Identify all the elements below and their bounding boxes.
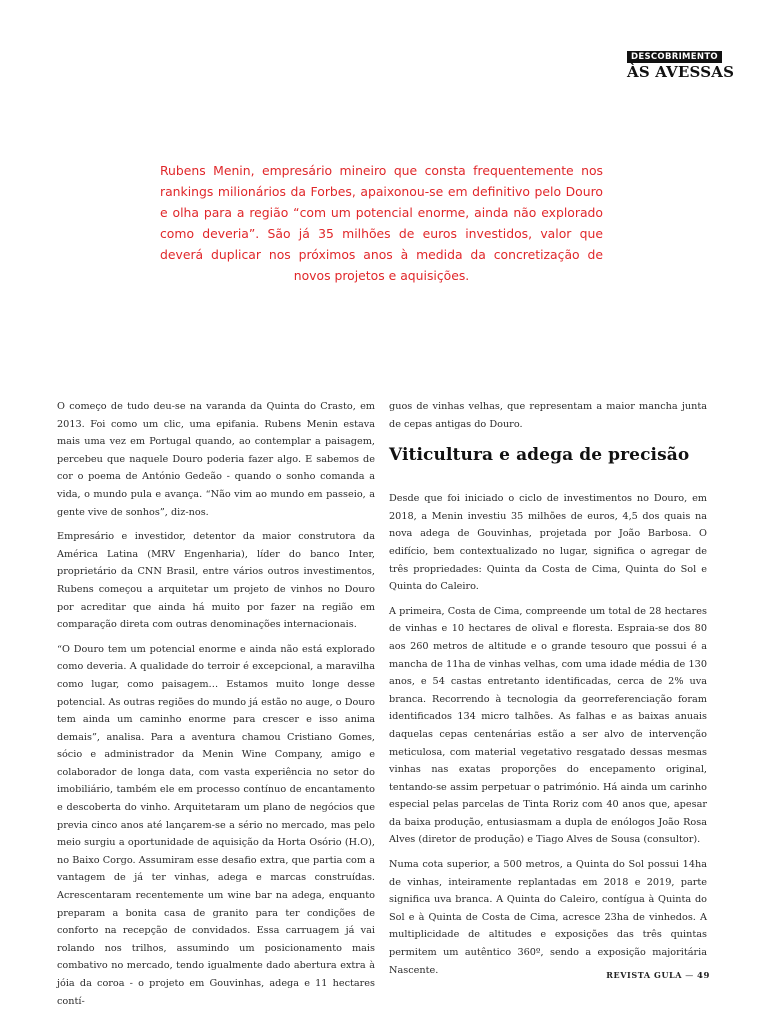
lead-paragraph: Rubens Menin, empresário mineiro que consta frequentemente nos rankings milionários da Forbes, apaixonou-se em definitivo pelo Douro e olha para a região “com um potencial enorme, ainda não explorado como deveria”. São já 35 milhões de euros investidos, valor que deverá duplicar nos próximos anos à medida da concretização de novos projetos e aquisições. — [160, 163, 603, 283]
section-title: ÀS AVESSAS — [627, 63, 735, 81]
body-paragraph: Desde que foi iniciado o ciclo de investimentos no Douro, em 2018, a Menin investiu 35 milhões de euros, 4,5 dos quais na nova adega de Gouvinhas, projetada por João Barbosa. O edifício, bem contextualizado no lugar, significa o agregar de três propriedades: Quinta da Costa de Cima, Quinta do Sol e Quinta do Caleiro. — [389, 493, 707, 593]
section-heading: Viticultura e adega de precisão — [389, 445, 690, 466]
page-footer — [585, 970, 710, 981]
body-paragraph: A primeira, Costa de Cima, compreende um total de 28 hectares de vinhas e 10 hectares de olival e floresta. Espraia-se dos 80 aos 260 metros de altitude e o grande tesouro que possui é a mancha de 11ha de vinhas velhas, com uma idade média de 130 anos, e 54 castas entretanto identificadas, cerca de 2% uva branca. Recorrendo à tecnologia da georreferenciação foram identificados 134 micro talhões. As falhas e as baixas anuais daquelas cepas centenárias estão a ser alvo de intervenção meticulosa, com material vegetativo resgatado dessas mesmas vinhas nas exatas proporções do encepamento original, tentando-se assim perpetuar o património. Há ainda um carinho especial pelas parcelas de Tinta Roriz com 40 anos que, apesar da baixa produção, entusiasmam a dupla de enólogos João Rosa Alves (diretor de produção) e Tiago Alves de Sousa (consultor). — [389, 605, 707, 846]
right-column — [389, 398, 707, 986]
publication-name: REVISTA GULA — [606, 970, 683, 980]
section-kicker: DESCOBRIMENTO — [627, 51, 722, 63]
body-paragraph: “O Douro tem um potencial enorme e ainda não está explorado como deveria. A qualidade do terroir é excepcional, a maravilha como lugar, como paisagem… Estamos muito longe desse potencial. As outras regiões do mundo já estão no auge, o Douro tem ainda um caminho enorme para crescer e isso anima demais”, analisa. Para a aventura chamou Cristiano Gomes, sócio e administrador da Menin Wine Company, amigo e colaborador de longa data, com vasta experiência no setor do imobiliário, também ele em processo contínuo de encantamento e descoberta do vinho. Arquitetaram um plano de negócios que previa cinco anos até lançarem-se a sério no mercado, mas pelo meio surgiu a oportunidade de aquisição da Horta Osório (H.O), no Baixo Corgo. Assumiram esse desafio extra, que partia com a vantagem de já ter vinhas, adega e marcas construídas. Acrescentaram recentemente um wine bar na adega, enquanto preparam a bonita casa de granito para ter condições de conforto na recepção de convidados. Essa carruagem já vai rolando nos trilhos, assumindo um posicionamento mais combativo no mercado, tendo igualmente dado abertura extra à jóia da coroa - o projeto em Gouvinhas, adega e 11 hectares contí- — [57, 643, 375, 1007]
section-tag — [627, 44, 734, 80]
left-column — [57, 398, 375, 1017]
body-paragraph: O começo de tudo deu-se na varanda da Quinta do Crasto, em 2013. Foi como um clic, uma epifania. Rubens Menin estava mais uma vez em Portugal quando, ao contemplar a paisagem, percebeu que naquele Douro poderia fazer algo. E sabemos de cor o poema de António Gedeão - quando o sonho comanda a vida, o mundo pula e avança. “Não vim ao mundo em passeio, a gente vive de sonhos”, diz-nos. — [57, 401, 375, 518]
body-paragraph: Empresário e investidor, detentor da maior construtora da América Latina (MRV Engenharia), líder do banco Inter, proprietário da CNN Brasil, entre vários outros investimentos, Rubens começou a arquitetar um projeto de vinhos no Douro por acreditar que ainda há muito por fazer na região em comparação direta com outras denominações internacionais. — [57, 531, 375, 631]
page-number: 49 — [696, 971, 710, 981]
continuation-paragraph: guos de vinhas velhas, que representam a maior mancha junta de cepas antigas do Douro. — [389, 401, 707, 430]
footer-separator: — — [682, 971, 697, 980]
body-paragraph: Numa cota superior, a 500 metros, a Quinta do Sol possui 14ha de vinhas, inteiramente replantadas em 2018 e 2019, parte significa uva branca. A Quinta do Caleiro, contígua à Quinta do Sol e à Quinta de Costa de Cima, acresce 23ha de vinhedos. A multiplicidade de altitudes e exposições das três quintas permitem um autêntico 360º, sendo a exposição majoritária Nascente. — [389, 859, 707, 976]
